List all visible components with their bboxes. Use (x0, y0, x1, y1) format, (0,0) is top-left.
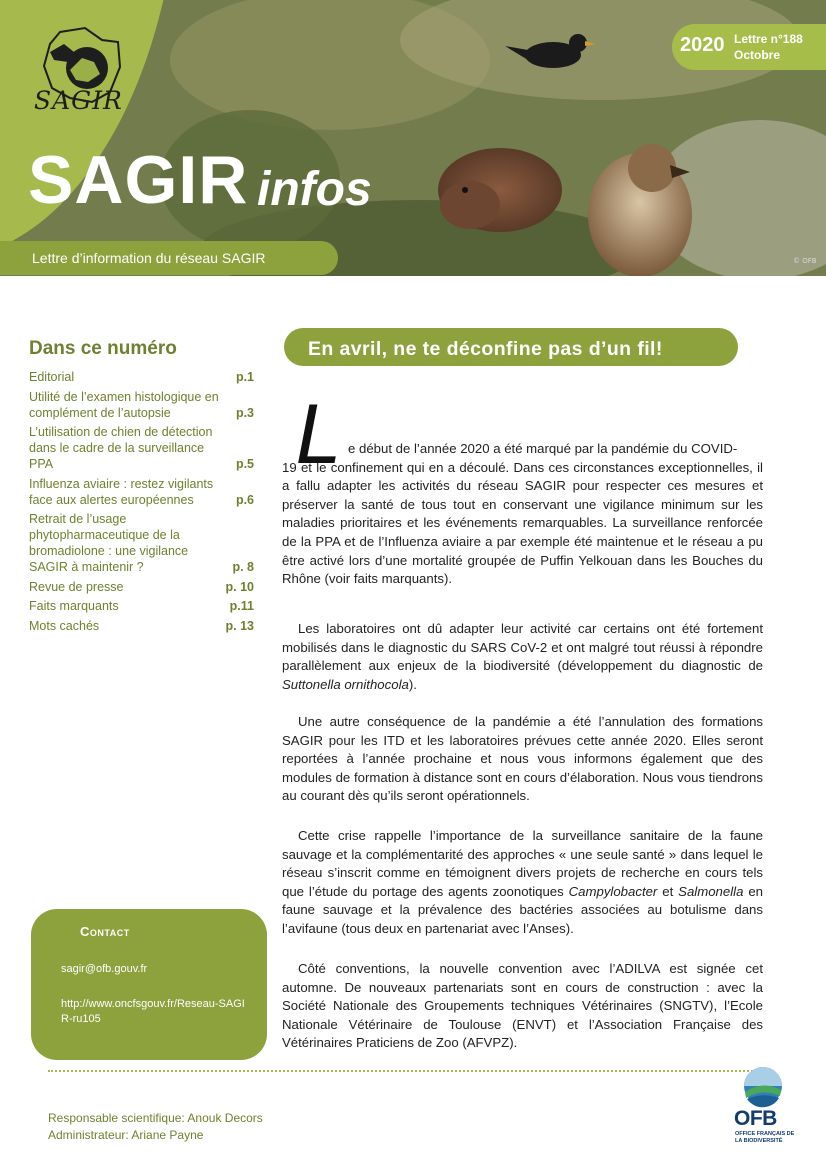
species-name: Salmonella (678, 883, 744, 899)
toc-item-editorial[interactable] (29, 369, 257, 385)
article-paragraph-1 (282, 440, 763, 589)
issue-year: 2020 (680, 34, 725, 56)
paragraph-1-first-line: e début de l’année 2020 a été marqué par la pandémie du COVID- (348, 441, 738, 456)
ofb-subtitle: OFFICE FRANÇAIS DE LA BIODIVERSITÉ (735, 1131, 795, 1144)
article-paragraph-3: Une autre conséquence de la pandémie a été l’annulation des formations SAGIR pour les ITD et les laboratoires prévues cette année 2020. Elles seront reportées à l’année prochaine et nous vous informons également que des modules de formation à distance sont en cours d’élaboration. Nous vous tiendrons au courant dès qu’ils seront opérationnels. (282, 714, 763, 804)
toc-item-influenza[interactable] (29, 476, 257, 508)
species-name: Suttonella ornithocola (282, 676, 409, 692)
article-paragraph-4 (282, 827, 763, 939)
contact-title: Contact (80, 924, 130, 939)
paragraph-2-text: Les laboratoires ont dû adapter leur activité car certains ont été fortement mobilisés dans le diagnostic du SARS CoV-2 et ont malgré tout réussi à répondre parallèlement aux enjeux de la biodiversité (développement du diagnostic de (282, 621, 763, 674)
toc-item-page: p.5 (235, 457, 254, 471)
issue-month: Octobre (734, 48, 781, 62)
masthead-subtitle: infos (257, 163, 372, 216)
toc-item-page: p.3 (235, 405, 254, 420)
drop-cap: L (296, 389, 341, 482)
toc-item-bromadiolone[interactable] (29, 511, 257, 575)
article-paragraph-2 (282, 620, 763, 694)
footer-divider (48, 1070, 768, 1072)
masthead-title: SAGIR (28, 142, 249, 218)
article-paragraph-5: Côté conventions, la nouvelle convention avec l’ADILVA est signée cet automne. De nouveaux partenariats sont en cours de construction : avec la Société Nationale des Groupements techniques Vétérinaires (SNGTV), l’Ecole Nationale Vétérinaire de Toulouse (ENVT) et l’Association Française des Vétérinaires Praticiens de Zoo (AFVPZ). (282, 961, 763, 1051)
toc-item-page: p. 13 (225, 618, 254, 633)
administrator: Administrateur: Ariane Payne (48, 1128, 204, 1142)
logo-wordmark: SAGIR (34, 86, 123, 115)
toc-item-label: Utilité de l’examen histologique en complément de l’autopsie (29, 389, 219, 420)
toc-item-revue-presse[interactable] (29, 579, 257, 595)
photo-credit: © OFB (793, 257, 817, 265)
toc-item-page: p. 10 (225, 579, 254, 594)
toc-item-label: Faits marquants (29, 599, 119, 613)
paragraph-2-end: ). (408, 676, 417, 692)
paragraph-4-join: et (657, 883, 679, 899)
toc-item-label: Revue de presse (29, 579, 124, 594)
toc-item-label: Mots cachés (29, 618, 100, 633)
toc-title: Dans ce numéro (29, 338, 177, 359)
issue-number: Lettre n°188 (734, 32, 803, 46)
paragraph-1-body: 19 et le confinement qui en a découlé. Dans ces circonstances exceptionnelles, il a fallu adapter les activités du réseau SAGIR pour respecter ces mesures et préserver la santé de tous tout en conservant une vigilance minimum sur les maladies prioritaires et les événements remarquables. La surveillance renforcée de la PPA et de l’Influenza aviaire a par exemple été maintenue et le réseau a pu être activé lors d’une mortalité groupée de Puffin Yelkouan dans les Bouches du Rhône (voir faits marquants). (282, 459, 763, 587)
ofb-wordmark: OFB (734, 1107, 777, 1130)
species-name: Campylobacter (568, 883, 658, 899)
toc-item-page: p.6 (235, 492, 254, 507)
toc-item-label: Editorial (29, 370, 75, 384)
toc-item-page: p.11 (229, 599, 254, 613)
issue-info (734, 31, 803, 63)
toc-item-histologie[interactable] (29, 389, 257, 421)
toc-item-page: p. 8 (232, 560, 254, 574)
contact-website-link[interactable]: http://www.oncfsgouv.fr/Reseau-SAGIR-ru105 (61, 998, 245, 1025)
contact-email-link[interactable]: sagir@ofb.gouv.fr (61, 963, 148, 975)
table-of-contents (29, 369, 257, 637)
toc-item-label: Influenza aviaire : restez vigilants face aux alertes européennes (29, 476, 214, 507)
paragraph-4-end: en faune sauvage et la prévalence des bactéries associées au botulisme dans l’avifaune (tous deux en partenariat avec l’Anses). (282, 883, 763, 936)
tagline: Lettre d’information du réseau SAGIR (32, 250, 266, 266)
toc-item-label: L’utilisation de chien de détection dans le cadre de la surveillance PPA (29, 425, 213, 471)
article-headline: En avril, ne te déconfine pas d’un fil! (308, 338, 663, 360)
scientific-lead: Responsable scientifique: Anouk Decors (48, 1111, 263, 1125)
toc-item-page: p.1 (235, 370, 254, 384)
toc-item-mots-caches[interactable] (29, 618, 257, 634)
toc-item-chien-detection[interactable] (29, 424, 257, 472)
toc-item-faits-marquants[interactable] (29, 598, 257, 614)
toc-item-label: Retrait de l’usage phytopharmaceutique de la bromadiolone : une vigilance SAGIR à maintenir ? (29, 512, 189, 574)
contact-box (31, 909, 267, 1060)
paragraph-4-text: Cette crise rappelle l’importance de la surveillance sanitaire de la faune sauvage et la complémentarité des approches « une seule santé » dans lequel le réseau s’inscrit comme en témoignent divers projets de recherche en cours tels que l’étude du portage des agents zoonotiques (282, 828, 763, 899)
